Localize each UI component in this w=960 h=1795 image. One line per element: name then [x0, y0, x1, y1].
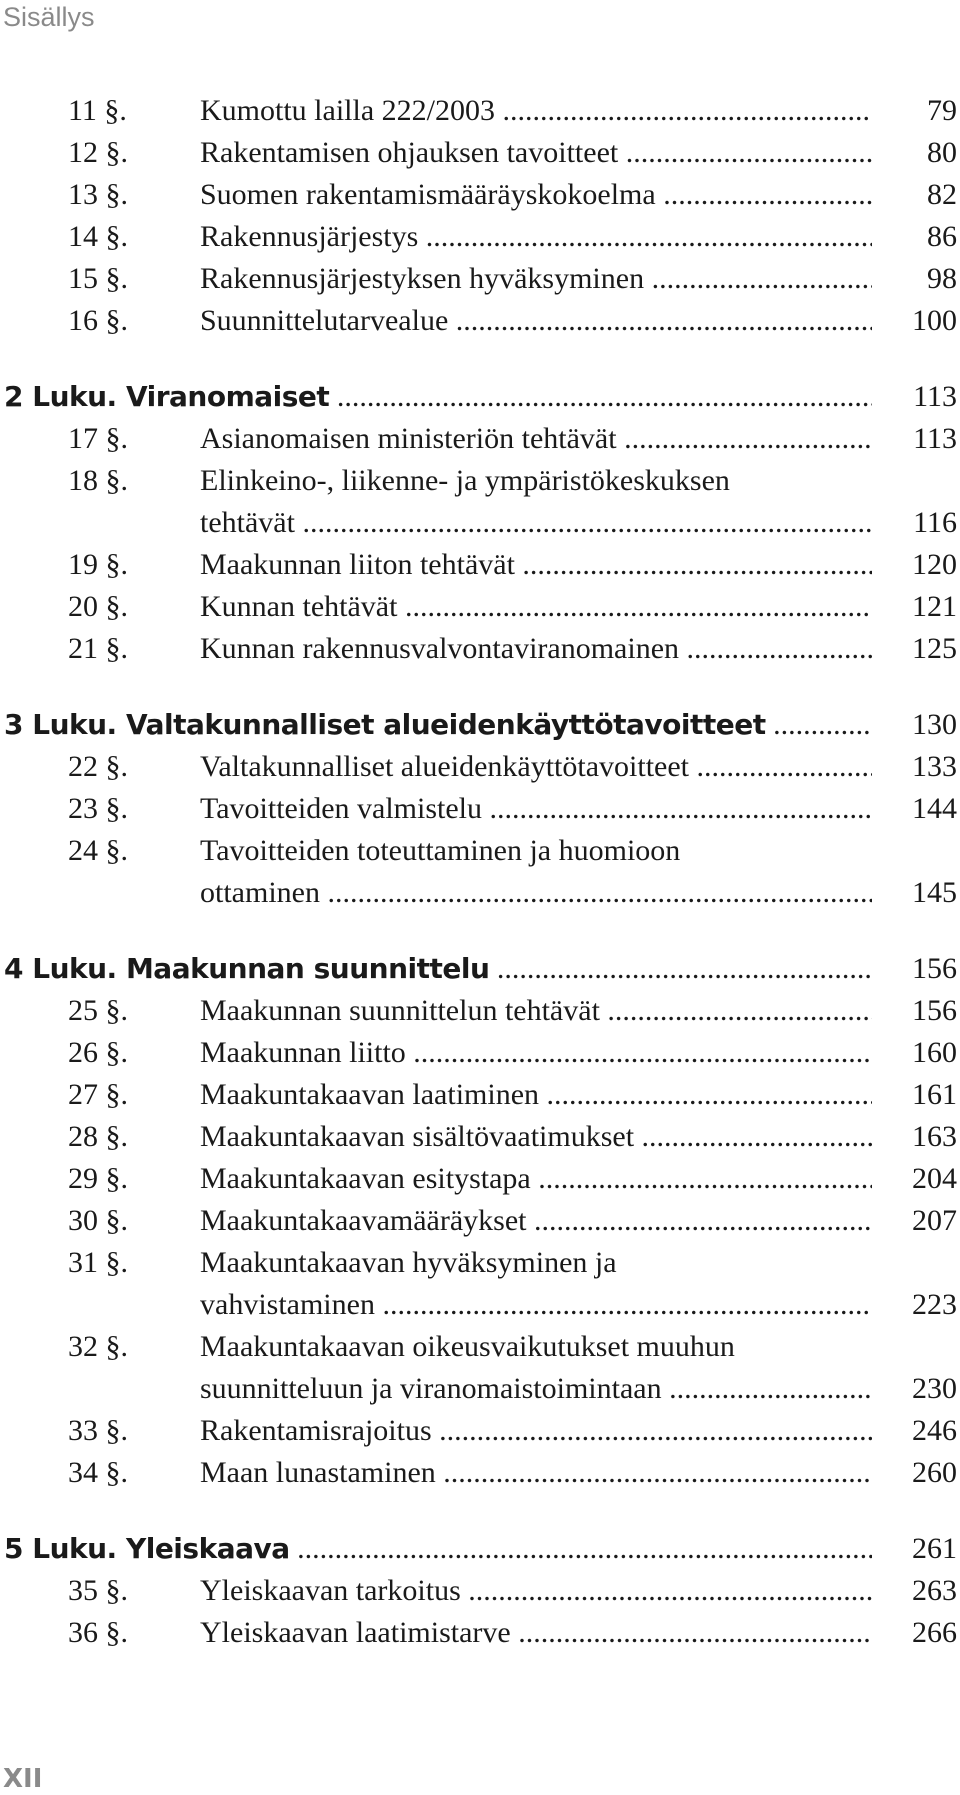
toc-section-title: Maakuntakaavan oikeusvaikutukset muuhun — [200, 1330, 735, 1363]
toc-entry-row — [0, 544, 960, 586]
toc-section-number: 33 §. — [68, 1414, 128, 1447]
toc-section-number: 14 §. — [68, 220, 128, 253]
toc-entry-row — [0, 628, 960, 670]
toc-entry-row — [0, 460, 960, 502]
toc-section-number: 18 §. — [68, 464, 128, 497]
toc-section-title: Kunnan tehtävät ..... — [200, 586, 872, 628]
toc-section-title: suunnitteluun ja viranomaistoimintaan ..... — [200, 1368, 872, 1410]
toc-section-number: 19 §. — [68, 548, 128, 581]
toc-page-number: 145 — [912, 876, 957, 909]
toc-section-number: 23 §. — [68, 792, 128, 825]
toc-section-number: 26 §. — [68, 1036, 128, 1069]
toc-page-number: 207 — [912, 1204, 957, 1237]
toc-section-number: 15 §. — [68, 262, 128, 295]
toc-page-number: 113 — [913, 422, 957, 455]
toc-entry-row — [0, 1032, 960, 1074]
toc-entry-row — [0, 502, 960, 544]
toc-section-title: Maakuntakaavan sisältövaatimukset ..... — [200, 1116, 872, 1158]
toc-page-number: 160 — [912, 1036, 957, 1069]
toc-section-title: Maakunnan suunnittelun tehtävät ..... — [200, 990, 872, 1032]
toc-page-number: 130 — [912, 708, 957, 741]
toc-section-title: Asianomaisen ministeriön tehtävät ..... — [200, 418, 872, 460]
toc-section-number: 21 §. — [68, 632, 128, 665]
toc-page-number: 261 — [912, 1532, 957, 1565]
toc-chapter-title: 2 Luku. Viranomaiset ..... — [4, 376, 872, 418]
toc-entry-row — [0, 1284, 960, 1326]
toc-section-title: Rakennusjärjestyksen hyväksyminen ..... — [200, 258, 872, 300]
toc-section-number: 36 §. — [68, 1616, 128, 1649]
toc-section-title: Maakunnan liitto ..... — [200, 1032, 872, 1074]
toc-page-number: 156 — [912, 952, 957, 985]
toc-section-number: 27 §. — [68, 1078, 128, 1111]
toc-entry-row — [0, 1200, 960, 1242]
toc-page-number: 98 — [927, 262, 957, 295]
toc-section-title: Rakentamisrajoitus ..... — [200, 1410, 872, 1452]
toc-page-number: 86 — [927, 220, 957, 253]
toc-section-number: 17 §. — [68, 422, 128, 455]
toc-section-title: Elinkeino-, liikenne- ja ympäristökeskuksen — [200, 464, 730, 497]
toc-entry-row — [0, 174, 960, 216]
toc-page-number: 163 — [912, 1120, 957, 1153]
toc-section-title: Maakuntakaavan laatiminen ..... — [200, 1074, 872, 1116]
toc-entry-row — [0, 1326, 960, 1368]
toc-page-number: 125 — [912, 632, 957, 665]
toc-page-number: 120 — [912, 548, 957, 581]
toc-section-number: 22 §. — [68, 750, 128, 783]
toc-section-title: Kunnan rakennusvalvontaviranomainen ..... — [200, 628, 872, 670]
toc-entry-row — [0, 586, 960, 628]
toc-section-title: tehtävät ..... — [200, 502, 872, 544]
toc-entry-row — [0, 788, 960, 830]
toc-section-title: Rakentamisen ohjauksen tavoitteet ..... — [200, 132, 872, 174]
toc-section-title: Maakuntakaavan esitystapa ..... — [200, 1158, 872, 1200]
toc-section-title: Tavoitteiden toteuttaminen ja huomioon — [200, 834, 681, 867]
toc-page-number: 82 — [927, 178, 957, 211]
toc-page-number: 121 — [912, 590, 957, 623]
toc-section-title: Maakunnan liiton tehtävät ..... — [200, 544, 872, 586]
toc-page-number: 116 — [913, 506, 957, 539]
toc-section-title: Maakuntakaavamääräykset ..... — [200, 1200, 872, 1242]
toc-entry-row — [0, 300, 960, 342]
toc-page-number: 79 — [927, 94, 957, 127]
toc-page-number: 161 — [912, 1078, 957, 1111]
toc-entry-row — [0, 1570, 960, 1612]
toc-entry-row — [0, 90, 960, 132]
toc-section-number: 31 §. — [68, 1246, 128, 1279]
toc-page-number: 80 — [927, 136, 957, 169]
toc-page-number: 204 — [912, 1162, 957, 1195]
toc-page-number: 230 — [912, 1372, 957, 1405]
toc-section-number: 34 §. — [68, 1456, 128, 1489]
toc-section-title: Kumottu lailla 222/2003 ..... — [200, 90, 872, 132]
toc-chapter-row — [0, 948, 960, 990]
toc-section-number: 29 §. — [68, 1162, 128, 1195]
toc-section-number: 35 §. — [68, 1574, 128, 1607]
toc-page-number: 263 — [912, 1574, 957, 1607]
running-header: Sisällys — [3, 2, 95, 32]
toc-entry-row — [0, 1074, 960, 1116]
toc-section-number: 13 §. — [68, 178, 128, 211]
toc-chapter-title: 3 Luku. Valtakunnalliset alueidenkäyttötavoitteet ..... — [4, 704, 872, 746]
toc-section-title: Valtakunnalliset alueidenkäyttötavoitteet ..... — [200, 746, 872, 788]
toc-section-title: Maan lunastaminen ..... — [200, 1452, 872, 1494]
toc-section-number: 24 §. — [68, 834, 128, 867]
toc-section-title: Rakennusjärjestys ..... — [200, 216, 872, 258]
toc-entry-row — [0, 1410, 960, 1452]
toc-section-title: Yleiskaavan tarkoitus ..... — [200, 1570, 872, 1612]
toc-section-title: Suomen rakentamismääräyskokoelma ..... — [200, 174, 872, 216]
toc-page-number: 260 — [912, 1456, 957, 1489]
toc-page-number: 246 — [912, 1414, 957, 1447]
toc-section-number: 12 §. — [68, 136, 128, 169]
toc-section-title: vahvistaminen ..... — [200, 1284, 872, 1326]
toc-page-number: 266 — [912, 1616, 957, 1649]
toc-section-title: Suunnittelutarvealue ..... — [200, 300, 872, 342]
toc-entry-row — [0, 1368, 960, 1410]
toc-chapter-row — [0, 704, 960, 746]
toc-entry-row — [0, 1242, 960, 1284]
toc-section-title: Yleiskaavan laatimistarve ..... — [200, 1612, 872, 1654]
table-of-contents — [0, 90, 960, 1654]
toc-section-number: 30 §. — [68, 1204, 128, 1237]
toc-entry-row — [0, 216, 960, 258]
toc-section-title: ottaminen ..... — [200, 872, 872, 914]
toc-entry-row — [0, 830, 960, 872]
toc-section-title: Tavoitteiden valmistelu ..... — [200, 788, 872, 830]
toc-page-number: 223 — [912, 1288, 957, 1321]
toc-section-number: 28 §. — [68, 1120, 128, 1153]
toc-chapter-title: 4 Luku. Maakunnan suunnittelu ..... — [4, 948, 872, 990]
toc-entry-row — [0, 1612, 960, 1654]
toc-section-number: 11 §. — [68, 94, 127, 127]
toc-entry-row — [0, 990, 960, 1032]
toc-section-number: 25 §. — [68, 994, 128, 1027]
toc-entry-row — [0, 132, 960, 174]
page-number: XII — [3, 1764, 43, 1794]
toc-entry-row — [0, 1158, 960, 1200]
toc-chapter-row — [0, 1528, 960, 1570]
toc-entry-row — [0, 1116, 960, 1158]
toc-entry-row — [0, 872, 960, 914]
toc-section-number: 16 §. — [68, 304, 128, 337]
toc-section-number: 32 §. — [68, 1330, 128, 1363]
toc-entry-row — [0, 258, 960, 300]
toc-page-number: 156 — [912, 994, 957, 1027]
toc-entry-row — [0, 746, 960, 788]
toc-page-number: 113 — [913, 380, 957, 413]
toc-page-number: 133 — [912, 750, 957, 783]
toc-entry-row — [0, 1452, 960, 1494]
toc-section-number: 20 §. — [68, 590, 128, 623]
toc-chapter-row — [0, 376, 960, 418]
toc-section-title: Maakuntakaavan hyväksyminen ja — [200, 1246, 617, 1279]
toc-page-number: 100 — [912, 304, 957, 337]
toc-chapter-title: 5 Luku. Yleiskaava ..... — [4, 1528, 872, 1570]
toc-page-number: 144 — [912, 792, 957, 825]
toc-entry-row — [0, 418, 960, 460]
